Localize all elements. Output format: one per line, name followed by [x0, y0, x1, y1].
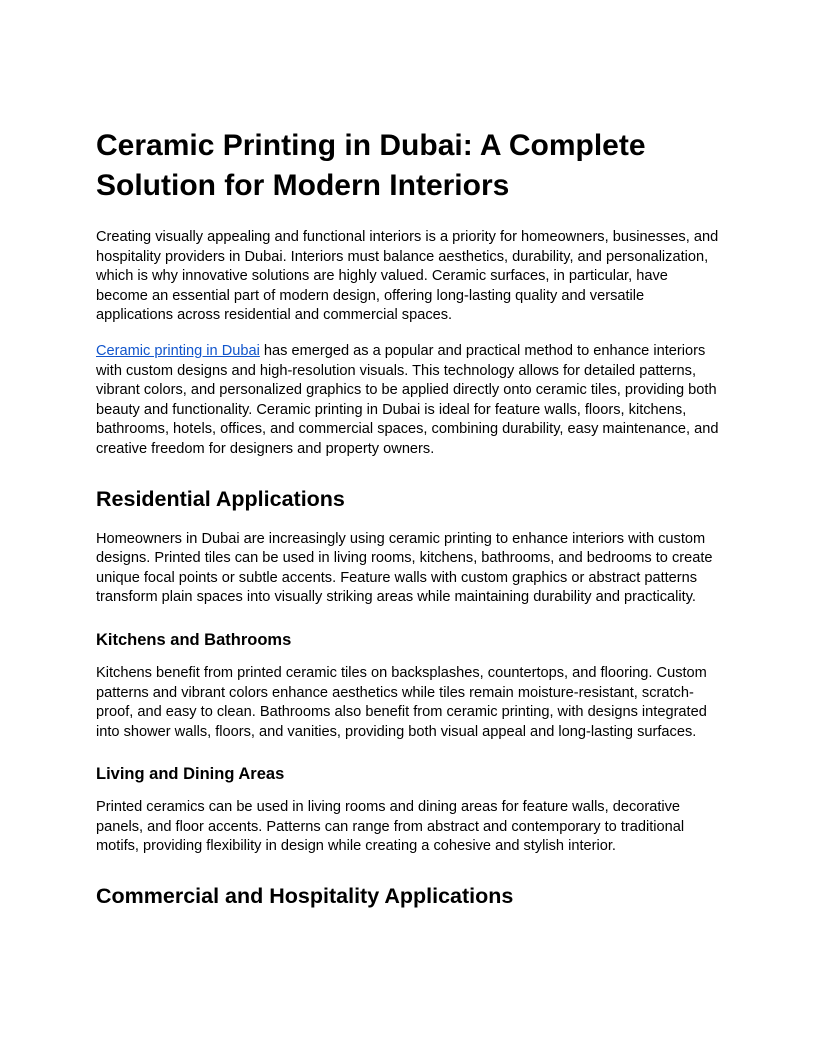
commercial-heading: Commercial and Hospitality Applications [96, 884, 514, 909]
document-title: Ceramic Printing in Dubai: A Complete Solution for Modern Interiors [96, 129, 646, 202]
kitchens-paragraph: Kitchens benefit from printed ceramic tiles on backsplashes, countertops, and flooring. Custom patterns and vibrant colors enhance aesthetics while tiles remain moisture-resistant, scratch-proof, and easy to clean. Bathrooms also benefit from ceramic printing, with designs integrated into shower walls, floors, and vanities, providing both visual appeal and long-lasting surfaces. [96, 664, 707, 740]
residential-paragraph: Homeowners in Dubai are increasingly using ceramic printing to enhance interiors with custom designs. Printed tiles can be used in living rooms, kitchens, bathrooms, and bedrooms to create unique focal points or subtle accents. Feature walls with custom graphics or abstract patterns transform plain spaces into visually striking areas while maintaining durability and practicality. [96, 530, 713, 606]
ceramic-printing-paragraph [96, 342, 722, 460]
intro-paragraph: Creating visually appealing and functional interiors is a priority for homeowners, businesses, and hospitality providers in Dubai. Interiors must balance aesthetics, durability, and personalization, which is why innovative solutions are highly valued. Ceramic surfaces, in particular, have become an essential part of modern design, offering long-lasting quality and versatile applications across residential and commercial spaces. [96, 229, 719, 324]
living-heading: Living and Dining Areas [96, 765, 285, 784]
residential-heading: Residential Applications [96, 486, 345, 511]
ceramic-printing-link[interactable]: Ceramic printing in Dubai [96, 342, 260, 359]
ceramic-printing-paragraph-text: has emerged as a popular and practical method to enhance interiors with custom designs and high-resolution visuals. This technology allows for detailed patterns, vibrant colors, and personalized graphics to be applied directly onto ceramic tiles, providing both beauty and functionality. Ceramic printing in Dubai is ideal for feature walls, floors, kitchens, bathrooms, hotels, offices, and commercial spaces, combining durability, easy maintenance, and creative freedom for designers and property owners. [96, 342, 719, 457]
kitchens-heading: Kitchens and Bathrooms [96, 630, 292, 649]
living-paragraph: Printed ceramics can be used in living rooms and dining areas for feature walls, decorative panels, and floor accents. Patterns can range from abstract and contemporary to traditional motifs, providing flexibility in design while creating a cohesive and stylish interior. [96, 799, 685, 855]
document-page [96, 126, 722, 927]
